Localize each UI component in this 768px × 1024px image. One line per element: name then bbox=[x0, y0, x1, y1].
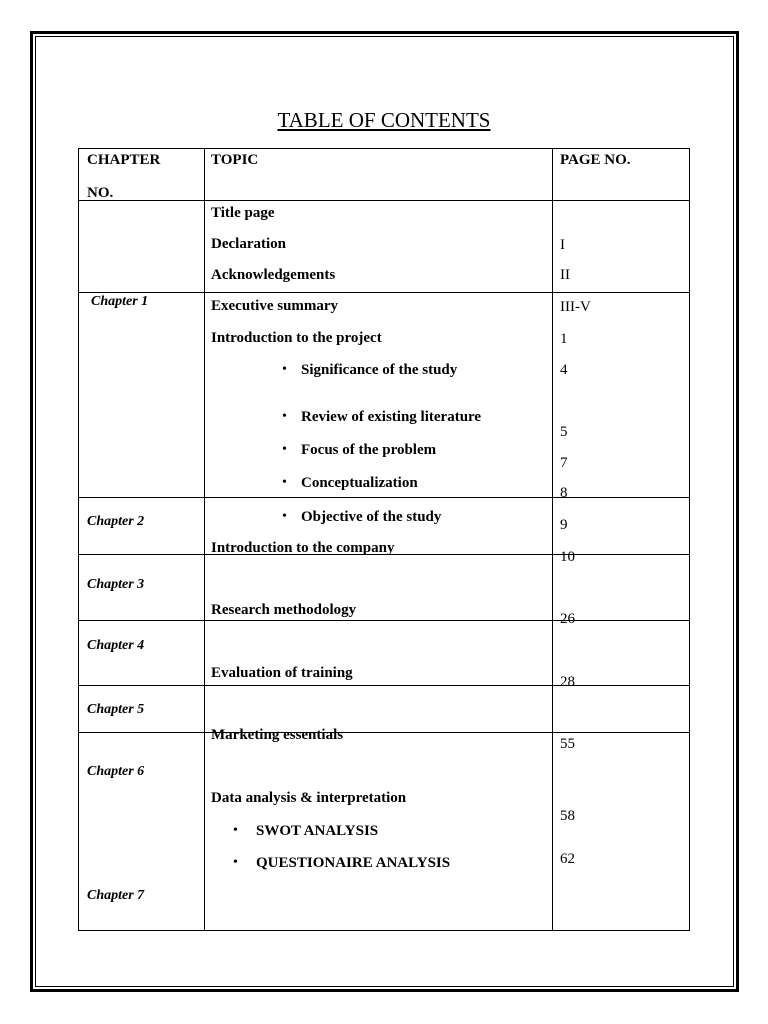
bullet-icon: • bbox=[282, 409, 287, 424]
topic-entry: Data analysis & interpretation bbox=[211, 790, 407, 806]
chapter-label: Chapter 3 bbox=[87, 577, 145, 592]
row-line bbox=[78, 732, 690, 733]
page-number: 1 bbox=[560, 331, 568, 347]
topic-entry: Title page bbox=[211, 205, 275, 221]
page-number: 26 bbox=[560, 611, 575, 627]
chapter-label: Chapter 5 bbox=[87, 702, 145, 717]
row-line bbox=[78, 200, 690, 201]
table-border-bottom bbox=[78, 930, 690, 931]
table-border-left bbox=[78, 148, 79, 931]
page-number: 7 bbox=[560, 455, 568, 471]
row-line bbox=[78, 292, 690, 293]
page-number: 58 bbox=[560, 808, 575, 824]
topic-entry: Acknowledgements bbox=[211, 267, 336, 283]
table-border-right bbox=[689, 148, 690, 931]
table-divider-2 bbox=[552, 148, 553, 931]
bullet-icon: • bbox=[233, 823, 238, 838]
chapter-label: Chapter 7 bbox=[87, 888, 145, 903]
page-number: II bbox=[560, 267, 570, 283]
chapter-label: Chapter 1 bbox=[91, 294, 149, 309]
page-number: 10 bbox=[560, 549, 575, 565]
subtopic-entry: Significance of the study bbox=[301, 362, 458, 378]
page-number: I bbox=[560, 237, 565, 253]
page-number: 28 bbox=[560, 674, 575, 690]
row-line bbox=[78, 497, 690, 498]
table-border-top bbox=[78, 148, 690, 149]
page-number: 5 bbox=[560, 424, 568, 440]
subtopic-entry: Focus of the problem bbox=[301, 442, 437, 458]
table-divider-1 bbox=[204, 148, 205, 931]
page-number: 62 bbox=[560, 851, 575, 867]
header-topic: TOPIC bbox=[211, 152, 259, 168]
page-number: 55 bbox=[560, 736, 575, 752]
bullet-icon: • bbox=[282, 509, 287, 524]
topic-entry: Declaration bbox=[211, 236, 286, 252]
topic-entry: Marketing essentials bbox=[211, 727, 344, 743]
topic-entry: Introduction to the company bbox=[211, 540, 395, 556]
page-number: 8 bbox=[560, 485, 568, 501]
page-number: 4 bbox=[560, 362, 568, 378]
subtopic-entry: Conceptualization bbox=[301, 475, 418, 491]
subtopic-entry: Review of existing literature bbox=[301, 409, 482, 425]
chapter-label: Chapter 4 bbox=[87, 638, 145, 653]
header-chapter: CHAPTER bbox=[87, 152, 161, 168]
subtopic-entry: Objective of the study bbox=[301, 509, 442, 525]
topic-entry: Research methodology bbox=[211, 602, 357, 618]
header-chapter-no: NO. bbox=[87, 185, 114, 201]
bullet-icon: • bbox=[233, 855, 238, 870]
bullet-icon: • bbox=[282, 442, 287, 457]
bullet-icon: • bbox=[282, 362, 287, 377]
topic-entry: Executive summary bbox=[211, 298, 339, 314]
row-line bbox=[78, 685, 690, 686]
page-number: 9 bbox=[560, 517, 568, 533]
bullet-icon: • bbox=[282, 475, 287, 490]
chapter-label: Chapter 2 bbox=[87, 514, 145, 529]
header-page-no: PAGE NO. bbox=[560, 152, 631, 168]
row-line bbox=[78, 620, 690, 621]
page-number: III-V bbox=[560, 299, 591, 315]
topic-entry: Introduction to the project bbox=[211, 330, 382, 346]
chapter-label: Chapter 6 bbox=[87, 764, 145, 779]
toc-title: TABLE OF CONTENTS bbox=[277, 108, 491, 132]
topic-entry: Evaluation of training bbox=[211, 665, 353, 681]
subtopic-entry: SWOT ANALYSIS bbox=[256, 823, 379, 839]
subtopic-entry: QUESTIONAIRE ANALYSIS bbox=[256, 855, 451, 871]
